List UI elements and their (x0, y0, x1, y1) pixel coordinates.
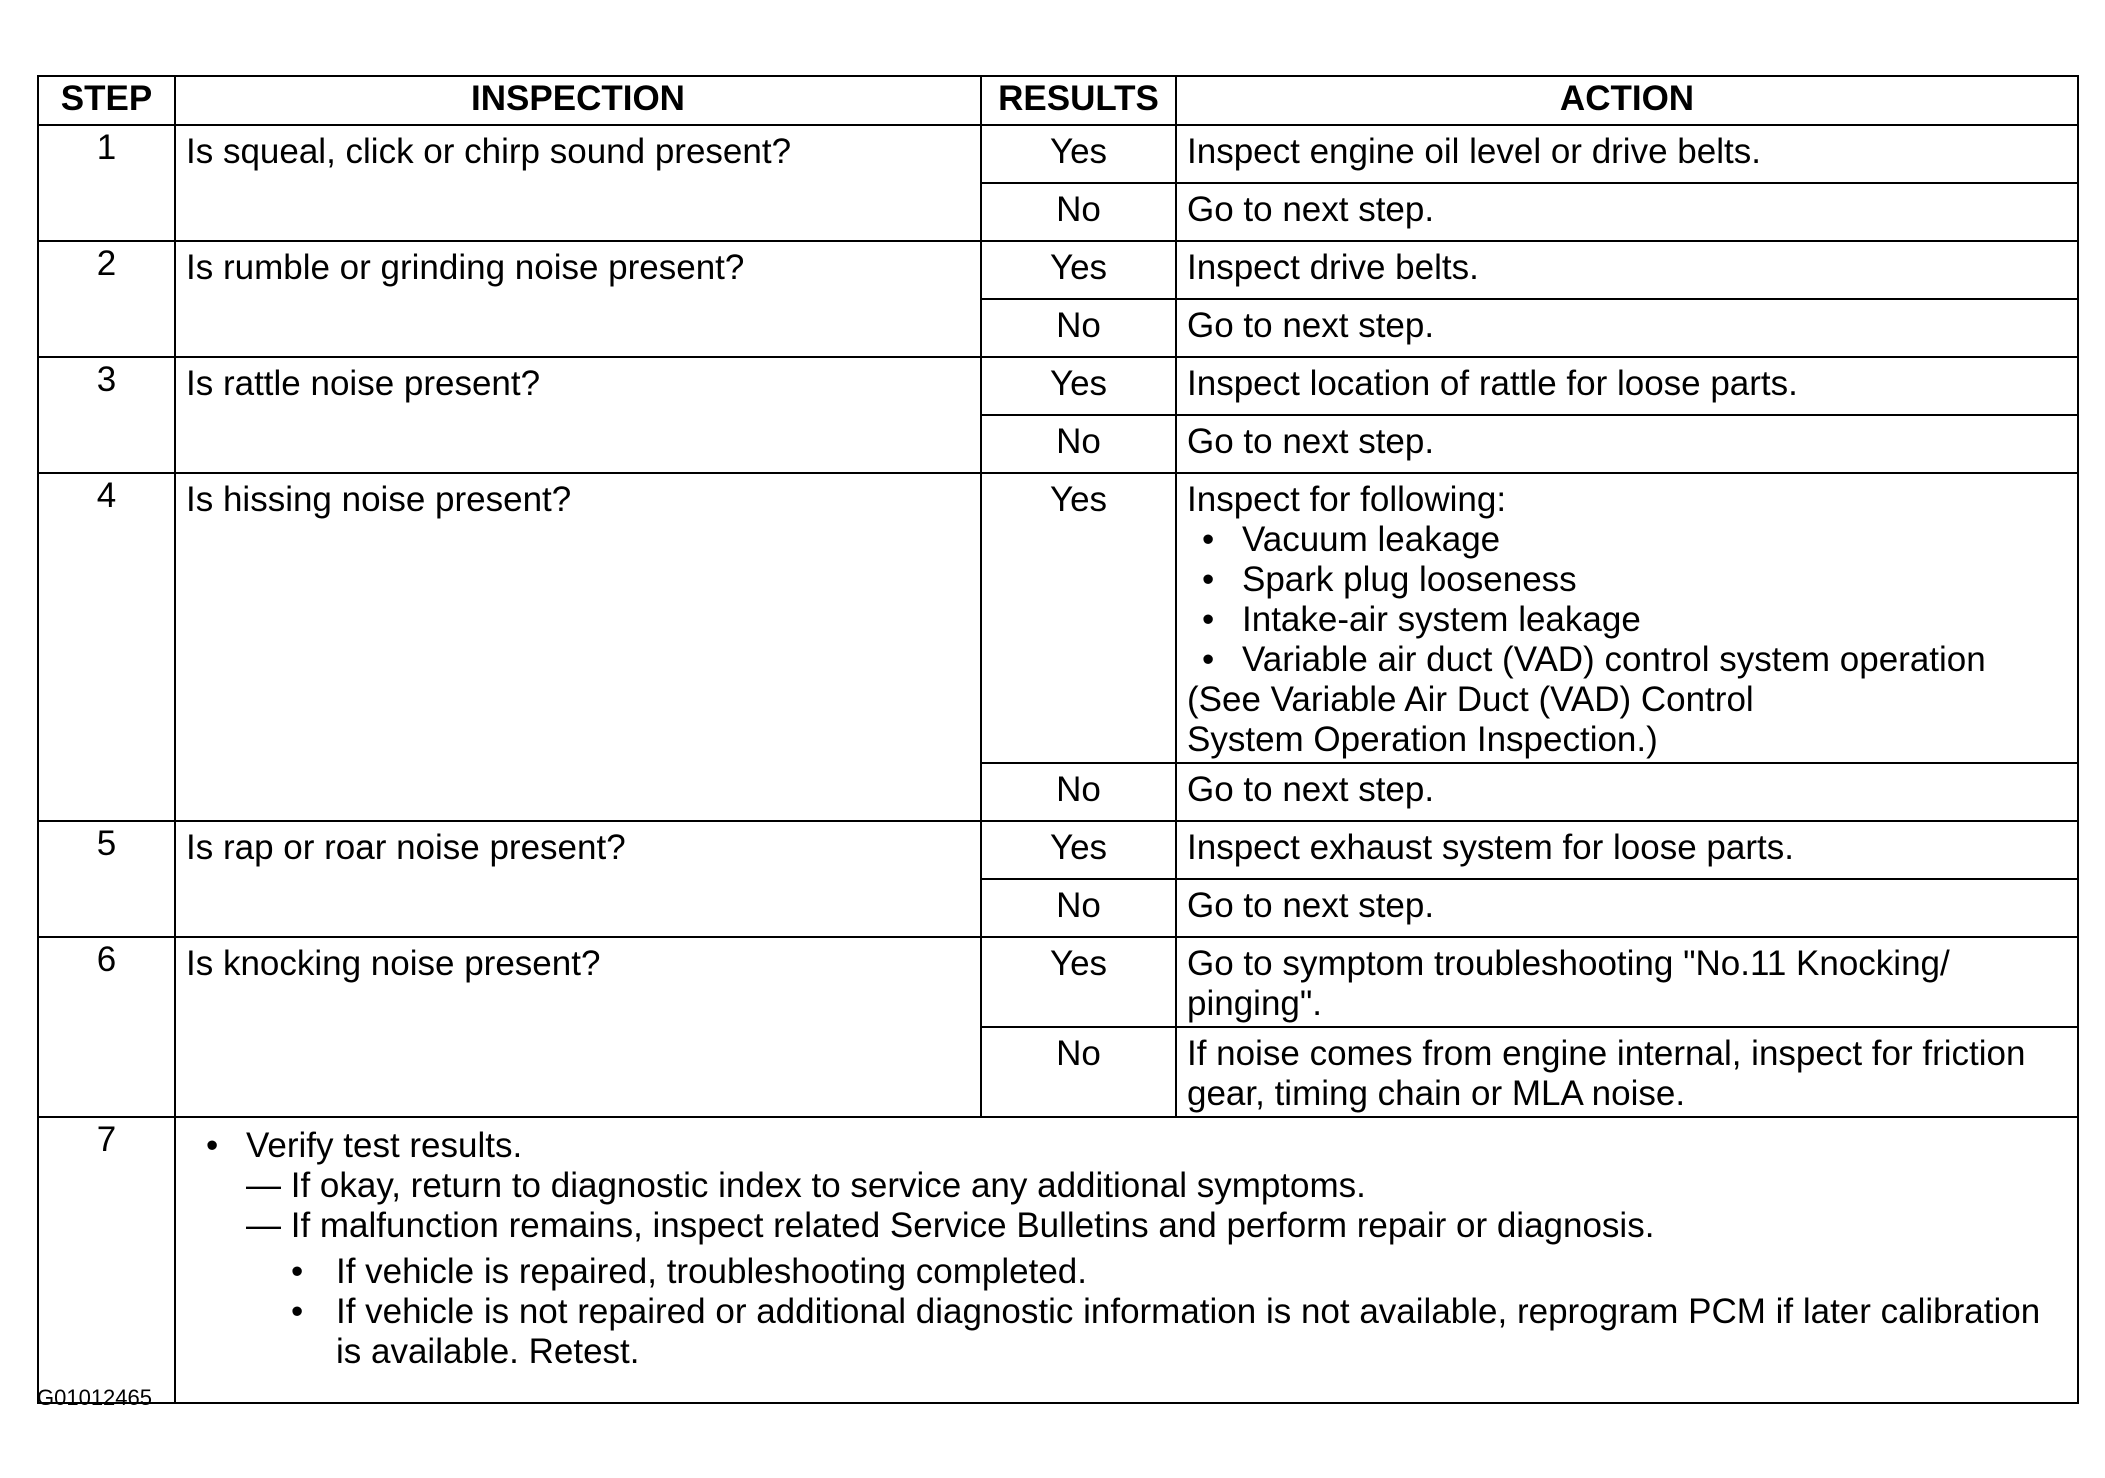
step-number: 1 (38, 125, 175, 241)
action-no: If noise comes from engine internal, inspect for friction gear, timing chain or MLA noise. (1176, 1027, 2078, 1117)
result-no: No (981, 415, 1176, 473)
action-yes: Inspect engine oil level or drive belts. (1176, 125, 2078, 183)
troubleshooting-table (37, 75, 2079, 1404)
step-number: 3 (38, 357, 175, 473)
action-no: Go to next step. (1176, 879, 2078, 937)
result-no: No (981, 1027, 1176, 1117)
result-yes: Yes (981, 937, 1176, 1027)
result-yes: Yes (981, 241, 1176, 299)
table-row (38, 241, 2078, 299)
inspection-question: Is hissing noise present? (175, 473, 981, 821)
action-note: System Operation Inspection.) (1187, 720, 1658, 759)
action-yes (1176, 473, 2078, 763)
figure-id: G01012465 (37, 1385, 152, 1410)
list-item: • If vehicle is not repaired or additional diagnostic information is not available, reprogram PCM if later calibration is available. Retest. (336, 1292, 2067, 1372)
action-no: Go to next step. (1176, 415, 2078, 473)
inspection-question: Is rumble or grinding noise present? (175, 241, 981, 357)
header-results: RESULTS (981, 76, 1176, 125)
inspection-question: Is squeal, click or chirp sound present? (175, 125, 981, 241)
action-yes: Go to symptom troubleshooting "No.11 Knocking/ pinging". (1176, 937, 2078, 1027)
result-no: No (981, 879, 1176, 937)
list-item: • Spark plug looseness (1242, 560, 2067, 600)
action-no: Go to next step. (1176, 763, 2078, 821)
inspection-question: Is rattle noise present? (175, 357, 981, 473)
verify-bullet: • Verify test results. (196, 1126, 2067, 1166)
step-number: 5 (38, 821, 175, 937)
header-inspection: INSPECTION (175, 76, 981, 125)
result-no: No (981, 763, 1176, 821)
step-number: 2 (38, 241, 175, 357)
final-sub-list (196, 1252, 2067, 1372)
header-row (38, 76, 2078, 125)
action-intro: Inspect for following: (1187, 480, 1507, 519)
result-no: No (981, 183, 1176, 241)
result-yes: Yes (981, 821, 1176, 879)
table-row (38, 357, 2078, 415)
result-yes: Yes (981, 357, 1176, 415)
table-row (38, 125, 2078, 183)
dash-item: — If okay, return to diagnostic index to service any additional symptoms. (246, 1166, 1366, 1205)
header-step: STEP (38, 76, 175, 125)
result-yes: Yes (981, 125, 1176, 183)
action-note: (See Variable Air Duct (VAD) Control (1187, 680, 1754, 719)
table-row (38, 473, 2078, 763)
step-number: 6 (38, 937, 175, 1117)
result-no: No (981, 299, 1176, 357)
dash-item: — If malfunction remains, inspect related Service Bulletins and perform repair or diagnosis. (246, 1206, 1655, 1245)
step-number: 4 (38, 473, 175, 821)
list-item: • Vacuum leakage (1242, 520, 2067, 560)
list-item: • Intake-air system leakage (1242, 600, 2067, 640)
result-yes: Yes (981, 473, 1176, 763)
action-yes: Inspect exhaust system for loose parts. (1176, 821, 2078, 879)
action-yes: Inspect location of rattle for loose parts. (1176, 357, 2078, 415)
list-item: • Variable air duct (VAD) control system operation (1242, 640, 2067, 680)
header-action: ACTION (1176, 76, 2078, 125)
action-no: Go to next step. (1176, 183, 2078, 241)
final-step-content (175, 1117, 2078, 1403)
table-row (38, 821, 2078, 879)
action-yes: Inspect drive belts. (1176, 241, 2078, 299)
inspection-question: Is knocking noise present? (175, 937, 981, 1117)
list-item: • If vehicle is repaired, troubleshooting completed. (336, 1252, 2067, 1292)
table-row (38, 1117, 2078, 1403)
action-no: Go to next step. (1176, 299, 2078, 357)
table-row (38, 937, 2078, 1027)
step-number: 7 (38, 1117, 175, 1403)
inspection-question: Is rap or roar noise present? (175, 821, 981, 937)
inspection-list (1187, 520, 2067, 680)
